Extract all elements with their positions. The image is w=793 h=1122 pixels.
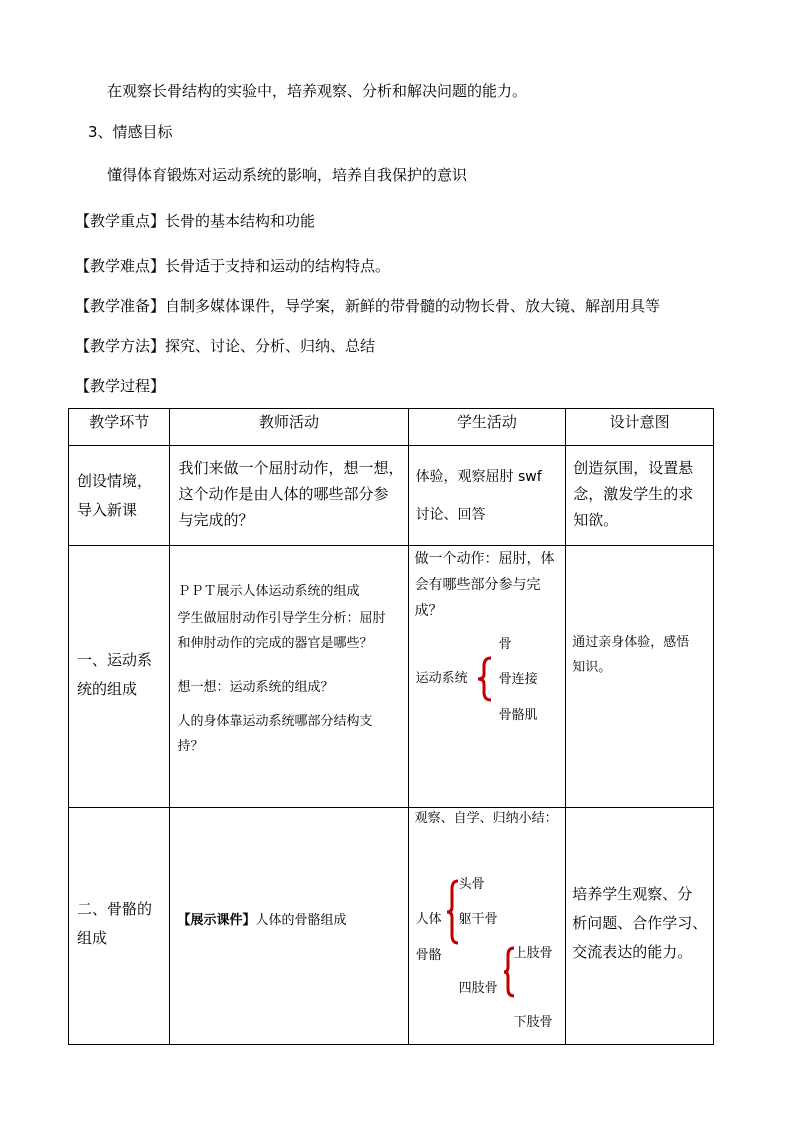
diagram-branch: 骨 xyxy=(498,637,512,652)
table-row xyxy=(69,446,714,546)
row3-intent xyxy=(566,808,714,1045)
diagram-branch: 骨骼肌 xyxy=(498,708,538,723)
intent-line: 创造氛围，设置悬 xyxy=(573,459,694,477)
table-header-row xyxy=(69,409,714,446)
stage-line: 二、骨骼的 xyxy=(77,900,153,918)
item-text: 探究、讨论、分析、归纳、总结 xyxy=(165,337,376,355)
item-label: 【教学重点】 xyxy=(75,212,166,230)
diagram-branch: 头骨 xyxy=(458,877,485,892)
diagram-sub-root: 四肢骨 xyxy=(458,981,498,996)
stage-line: 创设情境， xyxy=(77,472,153,490)
student-line: 会有哪些部分参与完 xyxy=(414,577,541,593)
header-student: 学生活动 xyxy=(408,409,566,446)
row2-stage xyxy=(69,546,170,808)
teacher-line: ＰＰＴ展示人体运动系统的组成 xyxy=(177,584,360,599)
intent-line: 析问题、合作学习、 xyxy=(572,914,708,932)
teacher-line: 和伸肘动作的完成的器官是哪些？ xyxy=(177,636,373,651)
item-preparation xyxy=(75,295,660,316)
diagram-branch: 骨连接 xyxy=(498,672,538,687)
teacher-line xyxy=(177,908,346,934)
table-row xyxy=(69,546,714,808)
objective-line: 在观察长骨结构的实验中，培养观察、分析和解决问题的能力。 xyxy=(107,82,528,100)
header-stage: 教学环节 xyxy=(69,409,170,446)
section-heading-emotion: 3、情感目标 xyxy=(88,123,173,141)
header-intent: 设计意图 xyxy=(566,409,714,446)
item-text: 长骨适于支持和运动的结构特点。 xyxy=(165,257,391,275)
row3-stage xyxy=(69,808,170,1045)
row2-intent xyxy=(566,546,714,808)
teacher-line: 与完成的？ xyxy=(178,511,254,529)
row2-student xyxy=(408,546,566,808)
stage-line: 导入新课 xyxy=(77,501,138,519)
diagram-root: 人体 xyxy=(415,912,442,927)
brace-icon xyxy=(476,656,496,702)
table-row xyxy=(69,808,714,1045)
intent-line: 念，激发学生的求 xyxy=(573,485,694,503)
intent-line: 交流表达的能力。 xyxy=(572,943,693,961)
teacher-line: 持？ xyxy=(177,739,204,754)
item-key-point xyxy=(75,210,315,231)
item-label: 【教学过程】 xyxy=(75,377,166,395)
intent-line: 知欲。 xyxy=(573,511,619,529)
diagram-root: 运动系统 xyxy=(415,671,468,686)
stage-line: 统的组成 xyxy=(77,680,138,698)
teacher-line: 人的身体靠运动系统哪部分结构支 xyxy=(177,714,373,729)
lesson-process-table xyxy=(68,408,714,1045)
teacher-text: 人体的骨骼组成 xyxy=(255,913,347,928)
item-label: 【教学难点】 xyxy=(75,257,166,275)
item-text: 长骨的基本结构和功能 xyxy=(165,212,316,230)
student-line: 观察、自学、归纳小结： xyxy=(414,811,558,826)
row2-teacher xyxy=(170,546,408,808)
teacher-line: 想一想：运动系统的组成？ xyxy=(177,680,334,695)
item-method xyxy=(75,335,375,356)
stage-line: 组成 xyxy=(77,929,108,947)
intent-line: 知识。 xyxy=(572,660,612,675)
stage-line: 一、运动系 xyxy=(77,651,153,669)
diagram-branch: 躯干骨 xyxy=(458,912,498,927)
row3-teacher xyxy=(170,808,408,1045)
student-line: 体验，观察屈肘 swf xyxy=(415,469,542,485)
diagram-root: 骨骼 xyxy=(415,948,442,963)
row1-teacher xyxy=(170,446,408,546)
row3-student xyxy=(408,808,566,1045)
item-text: 自制多媒体课件，导学案，新鲜的带骨髓的动物长骨、放大镜、解剖用具等 xyxy=(165,297,661,315)
item-difficulty xyxy=(75,255,390,276)
student-line: 成？ xyxy=(414,603,443,619)
item-label: 【教学方法】 xyxy=(75,337,166,355)
diagram-sub-branch: 上肢骨 xyxy=(513,946,553,961)
row1-intent xyxy=(566,446,714,546)
row1-stage xyxy=(69,446,170,546)
intent-line: 培养学生观察、分 xyxy=(572,885,693,903)
teacher-label: 【展示课件】 xyxy=(177,913,256,928)
student-line: 讨论、回答 xyxy=(415,507,486,523)
teacher-line: 这个动作是由人体的哪些部分参 xyxy=(178,485,389,503)
row1-student xyxy=(408,446,566,546)
header-teacher: 教师活动 xyxy=(170,409,408,446)
teacher-line: 学生做屈肘动作引导学生分析：屈肘 xyxy=(177,611,386,626)
teacher-line: 我们来做一个屈肘动作，想一想， xyxy=(178,459,404,477)
diagram-sub-branch: 下肢骨 xyxy=(513,1015,553,1030)
emotion-objective-line: 懂得体育锻炼对运动系统的影响，培养自我保护的意识 xyxy=(107,166,468,184)
student-line: 做一个动作：屈肘，体 xyxy=(414,551,555,567)
item-label: 【教学准备】 xyxy=(75,297,166,315)
intent-line: 通过亲身体验，感悟 xyxy=(572,635,690,650)
item-process xyxy=(75,375,165,396)
